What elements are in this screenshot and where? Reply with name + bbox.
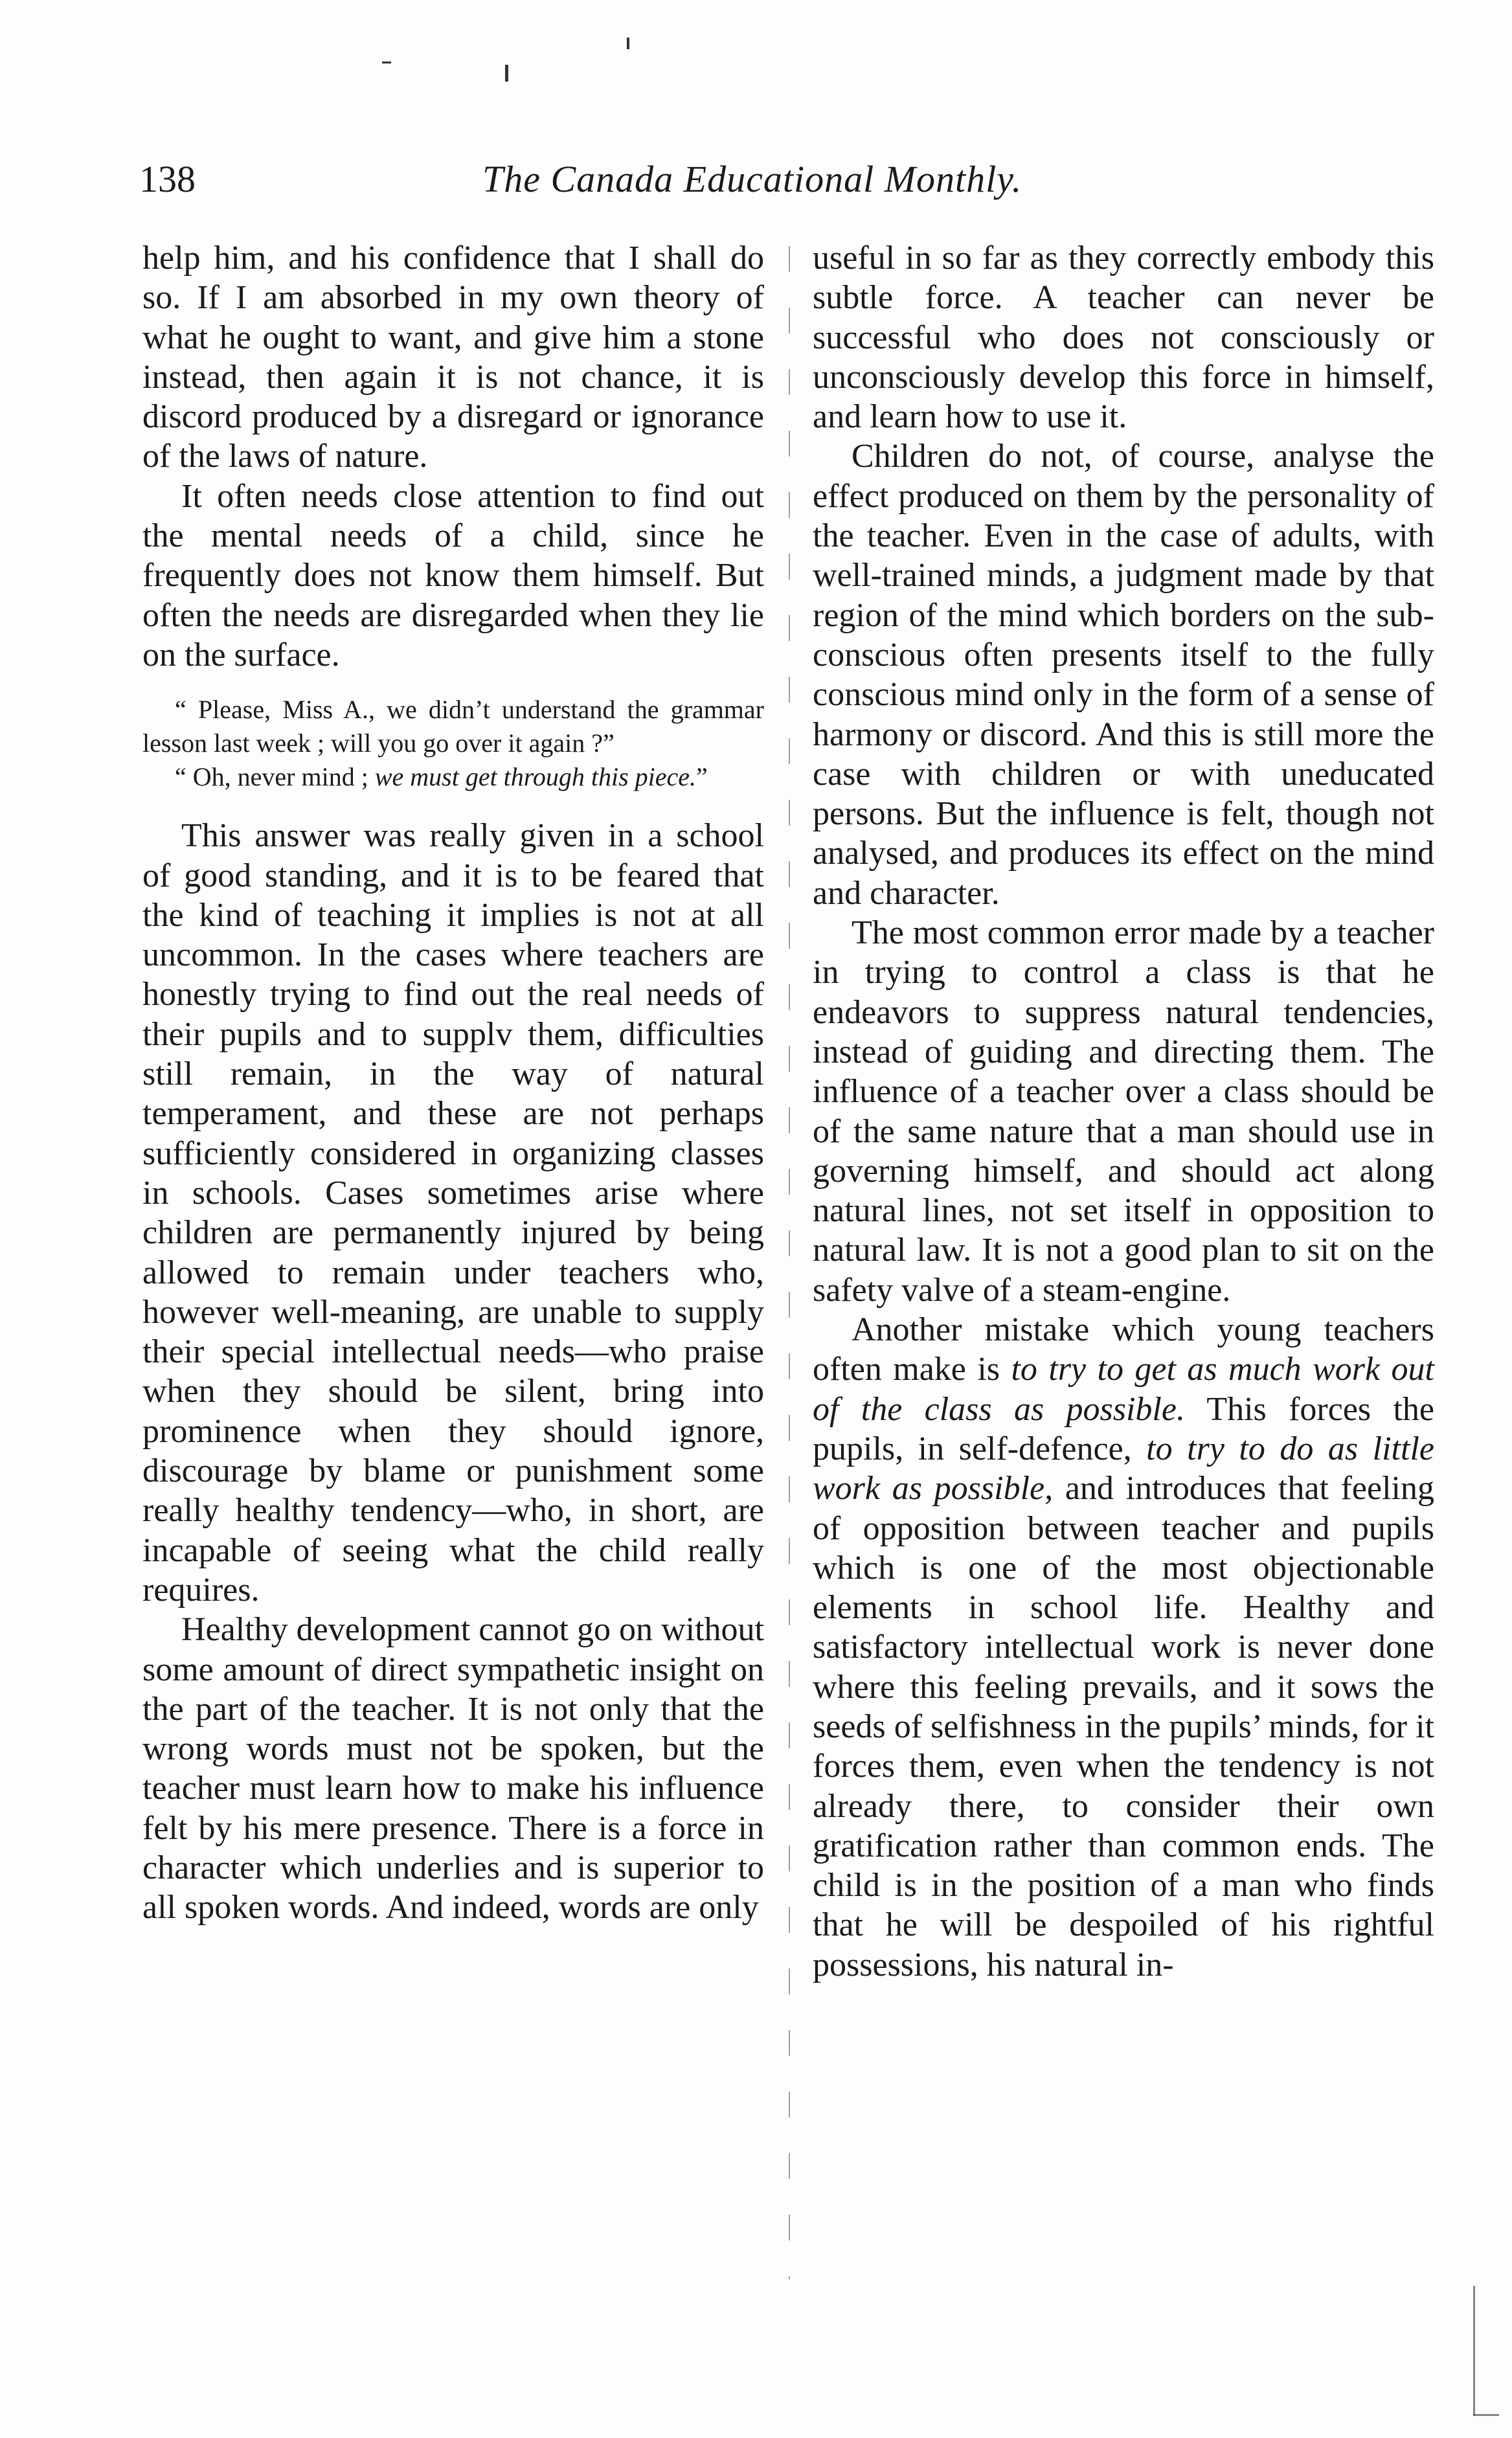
column-divider [789, 246, 790, 2279]
emphasis: to try to get as much work out of the class as possible. [813, 1351, 1434, 1428]
margin-bracket [1473, 2414, 1499, 2416]
paragraph: Children do not, of course, analyse the effect produced on them by the personality of the teacher. Even in the case of adults, with well-trained minds, a judgment made by that region of the mind which borders on the sub-conscious often presents itself to the fully conscious mind only in the form of a sense of harmony or discord. And this is still more the case with children or with uneducated persons. But the influence is felt, though not analysed, and produces its effect on the mind and character. [813, 438, 1434, 912]
text-run: Another mistake which young teachers often make is [813, 1311, 1434, 1388]
paragraph: useful in so far as they correctly embody this subtle force. A teacher can never be successful who does not consciously or unconsciously develop this force in himself, and learn how to use it. [813, 240, 1434, 436]
paragraph: help him, and his confidence that I shall do so. If I am absorbed in my own theory of what he ought to want, and give him a stone instead, then again it is not chance, it is discord produced by a disregard or ignorance of the laws of nature. [142, 240, 764, 475]
page-number: 138 [139, 158, 196, 200]
block-quote [142, 693, 764, 794]
text-run: and introduces that feeling of opposition between teacher and pupils which is one of the most objectionable elements in school life. Healthy and satisfactory intellectual work is never done where this feeling prevails, and it sows the seeds of selfishness in the pupils’ minds, for it forces them, even when the tendency is not already there, to consider their own gratification rather than common ends. The child is in the position of a man who finds that he will be despoiled of his rightful possessions, his natural in- [813, 1470, 1434, 1983]
quote-text: “ Oh, never mind ; [175, 762, 375, 792]
scan-speck [505, 65, 508, 82]
paragraph: The most common error made by a teacher in trying to control a class is that he endeavors to suppress natural tendencies, instead of guiding and directing them. The influence of a teacher over a class should be of the same nature that a man should use in governing himself, and should act along natural lines, not set itself in opposition to natural law. It is not a good plan to sit on the safety valve of a steam-engine. [813, 914, 1434, 1309]
running-header [139, 150, 1117, 209]
paragraph: This answer was really given in a school of good standing, and it is to be feared that the kind of teaching it implies is not at all uncommon. In the cases where teachers are honestly trying to find out the real needs of their pupils and to supplv them, difficulties still remain, in the way of natural temperament, and these are not perhaps sufficiently considered in organizing classes in schools. Cases sometimes arise where children are permanently injured by being allowed to remain under teachers who, however well-meaning, are unable to supply their special intellectual needs—who praise when they should be silent, bring into prominence when they should ignore, discourage by blame or punishment some really healthy tendency—who, in short, are incapable of seeing what the child really requires. [142, 817, 764, 1608]
paragraph: It often needs close attention to find out the mental needs of a child, since he frequently does not know them himself. But often the needs are disregarded when they lie on the surface. [142, 477, 764, 673]
quote-line [142, 760, 764, 794]
quote-emphasis: we must get through this piece. [374, 762, 697, 792]
quote-close: ” [696, 762, 708, 792]
paragraph [813, 1310, 1434, 1985]
running-title: The Canada Educational Monthly. [482, 158, 1022, 200]
right-column [813, 238, 1434, 1985]
quote-line: “ Please, Miss A., we didn’t understand the grammar lesson last week ; will you go over it again ?” [142, 695, 764, 758]
paragraph: Healthy development cannot go on without some amount of direct sympathetic insight on the part of the teacher. It is not only that the wrong words must not be spoken, but the teacher must learn how to make his influence felt by his mere presence. There is a force in character which underlies and is superior to all spoken words. And indeed, words are only [142, 1611, 764, 1926]
left-column [142, 238, 764, 1928]
scan-speck [627, 38, 629, 49]
margin-bracket [1473, 2286, 1475, 2415]
text-run: This forces the pupils, in self-defence, [813, 1390, 1434, 1467]
scan-speck [382, 62, 391, 63]
emphasis: to try to do as little work as possible, [813, 1430, 1434, 1507]
